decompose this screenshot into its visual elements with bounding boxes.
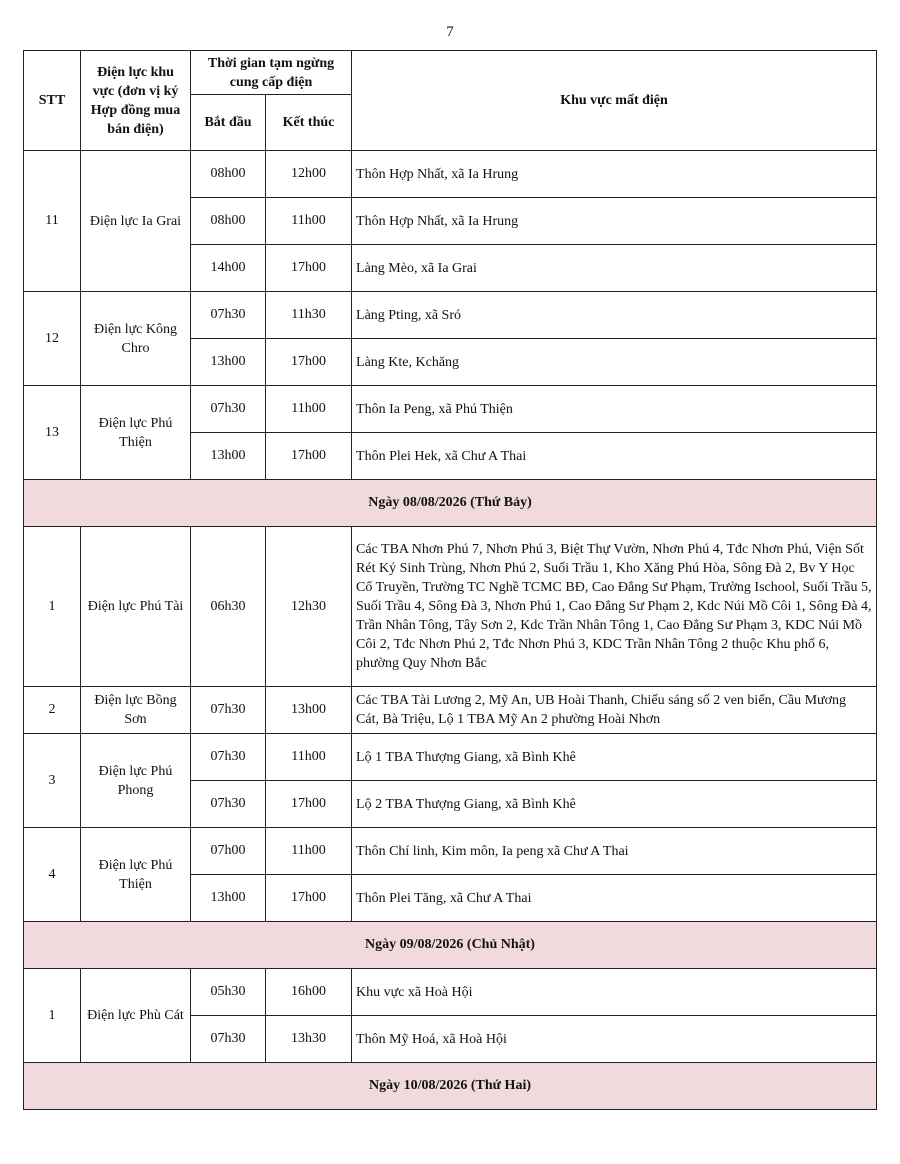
cell-start: 07h30 [191,1016,266,1063]
header-end: Kết thúc [266,95,352,151]
cell-start: 13h00 [191,875,266,922]
cell-unit: Điện lực Phú Tài [81,527,191,687]
cell-area: Khu vực xã Hoà Hội [352,969,877,1016]
table-row [24,292,877,339]
cell-unit: Điện lực Phú Thiện [81,386,191,480]
cell-area: Làng Mèo, xã Ia Grai [352,245,877,292]
cell-area: Thôn Ia Peng, xã Phú Thiện [352,386,877,433]
cell-start: 14h00 [191,245,266,292]
table-row [24,828,877,875]
header-time-group: Thời gian tạm ngừng cung cấp điện [191,51,352,95]
header-unit: Điện lực khu vực (đơn vị ký Hợp đồng mua bán điện) [81,51,191,151]
cell-start: 07h00 [191,828,266,875]
cell-unit: Điện lực Bồng Sơn [81,687,191,734]
cell-stt: 1 [24,527,81,687]
cell-stt: 13 [24,386,81,480]
cell-area: Làng Pting, xã Sró [352,292,877,339]
day-label: Ngày 08/08/2026 (Thứ Bảy) [24,480,877,527]
cell-unit: Điện lực Phú Thiện [81,828,191,922]
cell-end: 11h00 [266,828,352,875]
cell-end: 17h00 [266,433,352,480]
cell-area: Thôn Chí linh, Kim môn, Ia peng xã Chư A Thai [352,828,877,875]
cell-area: Thôn Hợp Nhất, xã Ia Hrung [352,198,877,245]
cell-start: 13h00 [191,339,266,386]
cell-end: 13h30 [266,1016,352,1063]
cell-end: 13h00 [266,687,352,734]
cell-end: 11h00 [266,734,352,781]
cell-start: 07h30 [191,687,266,734]
table-row [24,386,877,433]
cell-area: Các TBA Nhơn Phú 7, Nhơn Phú 3, Biệt Thự Vườn, Nhơn Phú 4, Tđc Nhơn Phú, Viện Sốt Rét Ký Sinh Trùng, Nhơn Phú 2, Suối Trầu 1, Kho Xăng Phú Hòa, Sông Đà 2, Bv Y Học Cổ Truyền, Trường TC Nghề TCMC BĐ, Cao Đẳng Sư Phạm, Trường Ischool, Suối Trầu 5, Suối Trầu 4, Sông Đà 3, Nhơn Phú 1, Cao Đẳng Sư Phạm 2, Kdc Núi Mồ Côi 1, Sông Đà 4, Trần Nhân Tông, Tây Sơn 2, Kdc Trần Nhân Tông 1, Cao Đẳng Sư Phạm 3, KDC Núi Mồ Côi 2, Tđc Nhơn Phú 2, Tđc Nhơn Phú 3, KDC Trần Nhân Tông 2 thuộc Khu phố 6, phường Quy Nhơn Bắc [352,527,877,687]
cell-area: Thôn Plei Tăng, xã Chư A Thai [352,875,877,922]
cell-start: 05h30 [191,969,266,1016]
day-row [24,922,877,969]
table-row [24,687,877,734]
cell-unit: Điện lực Kông Chro [81,292,191,386]
cell-stt: 2 [24,687,81,734]
cell-start: 06h30 [191,527,266,687]
cell-end: 17h00 [266,781,352,828]
cell-unit: Điện lực Phú Phong [81,734,191,828]
cell-unit: Điện lực Phù Cát [81,969,191,1063]
day-label: Ngày 09/08/2026 (Chủ Nhật) [24,922,877,969]
cell-area: Thôn Mỹ Hoá, xã Hoà Hội [352,1016,877,1063]
page-number: 7 [446,24,454,40]
cell-area: Thôn Hợp Nhất, xã Ia Hrung [352,151,877,198]
cell-end: 11h00 [266,198,352,245]
table-row [24,151,877,198]
cell-area: Các TBA Tài Lương 2, Mỹ An, UB Hoài Thanh, Chiếu sáng số 2 ven biển, Cầu Mương Cát, Bà Triệu, Lộ 1 TBA Mỹ An 2 phường Hoài Nhơn [352,687,877,734]
cell-area: Thôn Plei Hek, xã Chư A Thai [352,433,877,480]
cell-end: 12h00 [266,151,352,198]
cell-start: 07h30 [191,734,266,781]
cell-start: 07h30 [191,781,266,828]
day-label: Ngày 10/08/2026 (Thứ Hai) [24,1063,877,1110]
cell-stt: 1 [24,969,81,1063]
header-start: Bắt đầu [191,95,266,151]
cell-start: 07h30 [191,386,266,433]
cell-end: 17h00 [266,245,352,292]
header-area: Khu vực mất điện [352,51,877,151]
table-row [24,527,877,687]
cell-start: 08h00 [191,198,266,245]
table-body [24,151,877,1110]
cell-end: 11h00 [266,386,352,433]
day-row [24,1063,877,1110]
cell-start: 07h30 [191,292,266,339]
cell-end: 17h00 [266,875,352,922]
cell-end: 11h30 [266,292,352,339]
cell-area: Lộ 1 TBA Thượng Giang, xã Bình Khê [352,734,877,781]
cell-end: 17h00 [266,339,352,386]
table-row [24,969,877,1016]
cell-stt: 3 [24,734,81,828]
cell-end: 12h30 [266,527,352,687]
table-row [24,734,877,781]
cell-unit: Điện lực Ia Grai [81,151,191,292]
cell-end: 16h00 [266,969,352,1016]
cell-stt: 4 [24,828,81,922]
outage-schedule-table [23,50,877,1110]
cell-area: Lộ 2 TBA Thượng Giang, xã Bình Khê [352,781,877,828]
cell-stt: 12 [24,292,81,386]
cell-start: 13h00 [191,433,266,480]
cell-stt: 11 [24,151,81,292]
cell-area: Làng Kte, Kchăng [352,339,877,386]
header-stt: STT [24,51,81,151]
cell-start: 08h00 [191,151,266,198]
day-row [24,480,877,527]
